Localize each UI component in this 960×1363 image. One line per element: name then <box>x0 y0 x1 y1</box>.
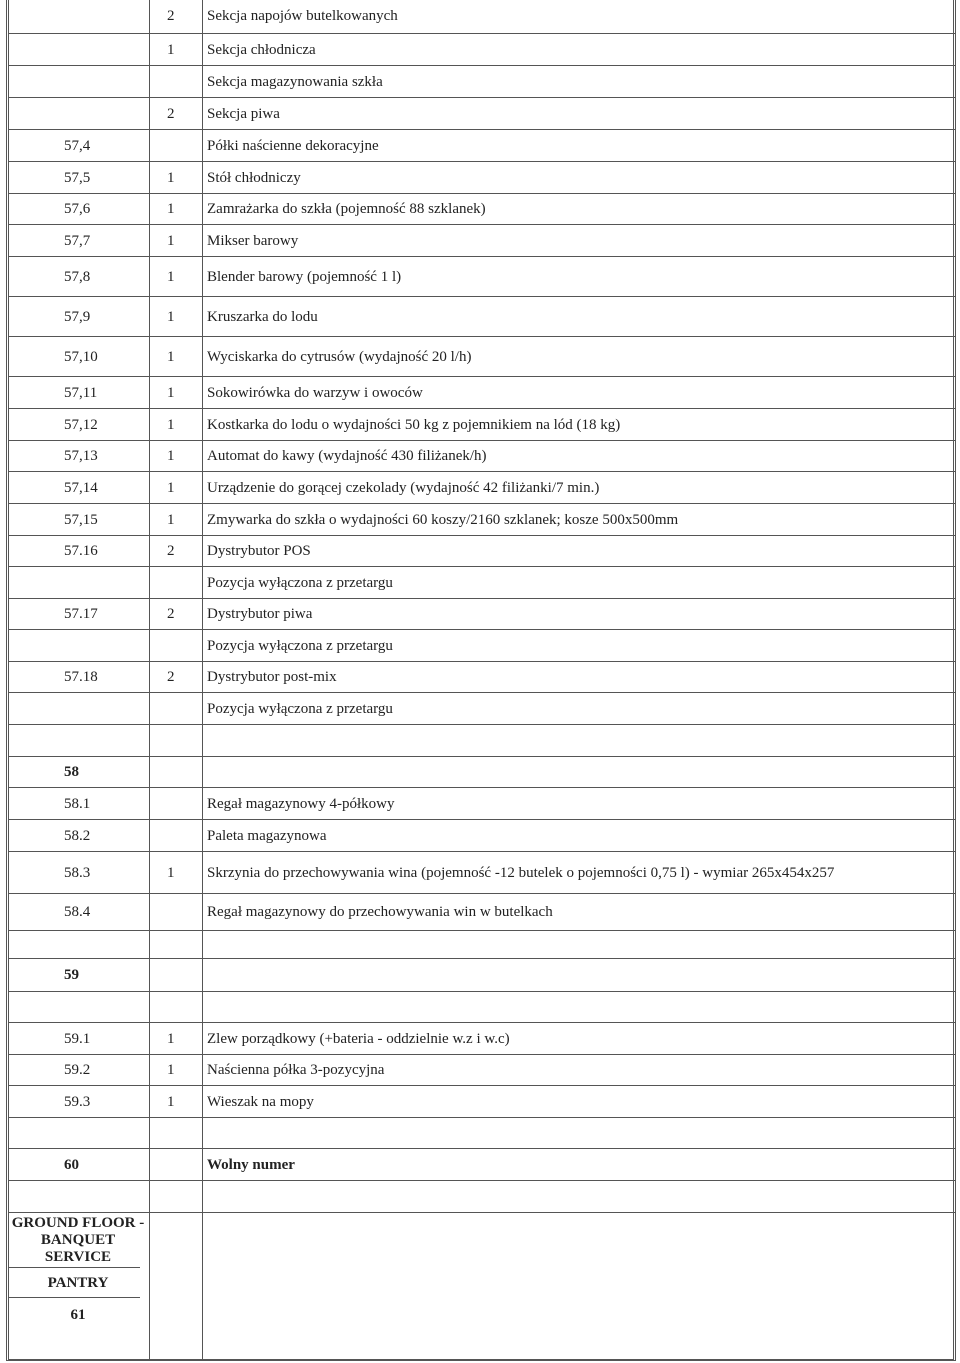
item-number: 57,10 <box>64 348 98 365</box>
item-number: 57.18 <box>64 669 98 685</box>
item-quantity: 1 <box>167 1093 175 1110</box>
item-description: Blender barowy (pojemność 1 l) <box>207 268 402 285</box>
item-number: 59.1 <box>64 1030 91 1047</box>
item-quantity: 1 <box>167 308 175 325</box>
item-quantity <box>167 725 197 757</box>
item-number: 58.4 <box>64 904 91 920</box>
item-quantity <box>167 567 197 599</box>
item-number: 57,4 <box>64 137 91 154</box>
table-row <box>9 724 956 757</box>
item-description: Sekcja napojów butelkowanych <box>207 8 398 24</box>
table-row <box>9 991 956 1023</box>
table-row <box>9 756 956 788</box>
item-description: Paleta magazynowa <box>207 827 327 844</box>
item-quantity <box>167 788 197 820</box>
table-row <box>9 471 956 504</box>
table-row <box>9 440 956 472</box>
table-row <box>9 1180 956 1213</box>
table-row <box>9 376 956 409</box>
item-description <box>207 1181 952 1213</box>
item-number <box>64 0 154 33</box>
item-quantity <box>167 630 197 662</box>
table-row <box>9 129 956 162</box>
item-description: Pozycja wyłączona z przetargu <box>207 574 393 591</box>
footer-row <box>9 1297 140 1332</box>
item-number: 60 <box>64 1156 79 1173</box>
item-description: Zlew porządkowy (+bateria - oddzielnie w.z i w.c) <box>207 1030 510 1047</box>
item-number: 58.1 <box>64 795 91 812</box>
item-quantity: 2 <box>167 543 175 559</box>
item-description: Wieszak na mopy <box>207 1093 314 1110</box>
item-quantity <box>167 820 197 852</box>
item-description: Kruszarka do lodu <box>207 308 318 325</box>
table-row <box>9 193 956 225</box>
section-number: 61 <box>70 1306 86 1323</box>
table-row <box>9 1117 956 1149</box>
item-description: Pozycja wyłączona z przetargu <box>207 637 393 654</box>
item-description: Regał magazynowy do przechowywania win w butelkach <box>207 904 553 920</box>
section-title: GROUND FLOOR - BANQUET SERVICE <box>11 1215 145 1265</box>
item-description <box>207 959 952 992</box>
table-row <box>9 161 956 194</box>
item-description <box>207 931 952 959</box>
item-number: 57,12 <box>64 416 98 433</box>
item-number <box>64 1118 154 1149</box>
item-description: Naścienna półka 3-pozycyjna <box>207 1062 385 1078</box>
item-description: Półki naścienne dekoracyjne <box>207 137 379 154</box>
item-number: 57,8 <box>64 268 91 285</box>
item-quantity: 1 <box>167 448 175 464</box>
item-number <box>64 931 154 959</box>
table-row <box>9 629 956 662</box>
item-quantity: 1 <box>167 511 175 528</box>
item-number: 59.2 <box>64 1062 91 1078</box>
table-row <box>9 566 956 599</box>
table-row <box>9 958 956 992</box>
item-quantity: 1 <box>167 416 175 433</box>
table-row <box>9 336 956 377</box>
item-quantity: 1 <box>167 479 175 496</box>
item-description: Stół chłodniczy <box>207 169 301 186</box>
item-description: Dystrybutor post-mix <box>207 669 337 685</box>
item-quantity <box>167 931 197 959</box>
item-description: Sokowirówka do warzyw i owoców <box>207 384 423 401</box>
table-row <box>9 819 956 852</box>
item-quantity: 2 <box>167 669 175 685</box>
item-quantity: 2 <box>167 8 175 24</box>
table-row <box>9 851 956 894</box>
item-number: 57.16 <box>64 543 98 559</box>
item-number: 59 <box>64 967 79 983</box>
item-quantity: 1 <box>167 384 175 401</box>
item-description: Mikser barowy <box>207 232 299 249</box>
table-row <box>9 930 956 959</box>
table-row <box>9 598 956 630</box>
item-number: 58.2 <box>64 827 91 844</box>
item-number <box>64 98 154 130</box>
item-description: Dystrybutor piwa <box>207 606 313 622</box>
item-quantity: 2 <box>167 606 175 622</box>
table-row <box>9 692 956 725</box>
item-number: 58.3 <box>64 864 91 881</box>
item-quantity: 1 <box>167 1062 175 1078</box>
item-number: 57,11 <box>64 384 98 401</box>
item-number: 57,13 <box>64 448 98 464</box>
item-description: Automat do kawy (wydajność 430 filiżanek/h) <box>207 448 487 464</box>
table-row <box>9 33 956 66</box>
item-description: Wyciskarka do cytrusów (wydajność 20 l/h) <box>207 348 472 365</box>
item-number <box>64 693 154 725</box>
item-quantity <box>167 1181 197 1213</box>
item-quantity <box>167 1118 197 1149</box>
item-quantity: 1 <box>167 232 175 249</box>
item-quantity: 2 <box>167 105 175 122</box>
item-quantity: 1 <box>167 169 175 186</box>
item-number <box>64 567 154 599</box>
table-row <box>9 1148 956 1181</box>
table-row <box>9 296 956 337</box>
item-number: 57,14 <box>64 479 98 496</box>
pantry-label: PANTRY <box>47 1274 109 1291</box>
item-quantity <box>167 693 197 725</box>
item-description: Kostkarka do lodu o wydajności 50 kg z pojemnikiem na lód (18 kg) <box>207 416 621 433</box>
table-row <box>9 661 956 693</box>
table-row <box>9 1085 956 1118</box>
item-number: 58 <box>64 764 79 780</box>
item-quantity: 1 <box>167 201 175 217</box>
footer-row <box>9 1267 140 1298</box>
item-number: 57,5 <box>64 169 91 186</box>
item-number <box>64 725 154 757</box>
item-number: 57,9 <box>64 308 91 325</box>
item-description <box>207 757 952 788</box>
item-number <box>64 630 154 662</box>
table-row <box>9 1054 956 1086</box>
table-row <box>9 224 956 257</box>
item-quantity <box>167 757 197 788</box>
table-row <box>9 1022 956 1055</box>
footer-row <box>9 1212 956 1268</box>
item-description: Zamrażarka do szkła (pojemność 88 szklanek) <box>207 201 486 217</box>
table-row <box>9 65 956 98</box>
item-description: Skrzynia do przechowywania wina (pojemność -12 butelek o pojemności 0,75 l) - wymiar 265x454x257 <box>207 864 835 881</box>
item-description <box>207 725 952 757</box>
item-quantity: 1 <box>167 348 175 365</box>
table-row <box>9 256 956 297</box>
item-number <box>64 1181 154 1213</box>
item-description: Sekcja magazynowania szkła <box>207 73 383 90</box>
table-row <box>9 408 956 441</box>
item-description: Pozycja wyłączona z przetargu <box>207 700 393 717</box>
item-description <box>207 1118 952 1149</box>
item-number: 57,6 <box>64 201 91 217</box>
item-description <box>207 992 952 1023</box>
item-quantity: 1 <box>167 41 175 58</box>
item-number: 57,7 <box>64 232 91 249</box>
item-quantity: 1 <box>167 1030 175 1047</box>
item-description: Regał magazynowy 4-półkowy <box>207 795 395 812</box>
item-number: 59.3 <box>64 1093 91 1110</box>
item-quantity: 1 <box>167 864 175 881</box>
table-row <box>9 893 956 931</box>
item-quantity <box>167 1149 197 1181</box>
item-number <box>64 66 154 98</box>
item-quantity <box>167 959 197 992</box>
table-row <box>9 0 956 33</box>
item-description: Urządzenie do gorącej czekolady (wydajność 42 filiżanki/7 min.) <box>207 479 600 496</box>
item-quantity <box>167 992 197 1023</box>
item-description: Sekcja chłodnicza <box>207 41 316 58</box>
item-description: Dystrybutor POS <box>207 543 311 559</box>
table-row <box>9 97 956 130</box>
item-number: 57.17 <box>64 606 98 622</box>
item-number <box>64 992 154 1023</box>
item-description: Sekcja piwa <box>207 105 280 122</box>
item-description: Zmywarka do szkła o wydajności 60 koszy/2160 szklanek; kosze 500x500mm <box>207 511 679 528</box>
item-description: Wolny numer <box>207 1156 295 1173</box>
item-number: 57,15 <box>64 511 98 528</box>
table-row <box>9 503 956 536</box>
item-quantity: 1 <box>167 268 175 285</box>
table-row <box>9 535 956 567</box>
item-number <box>64 34 154 66</box>
item-quantity <box>167 894 197 931</box>
item-quantity <box>167 66 197 98</box>
item-quantity <box>167 130 197 162</box>
table-row <box>9 787 956 820</box>
